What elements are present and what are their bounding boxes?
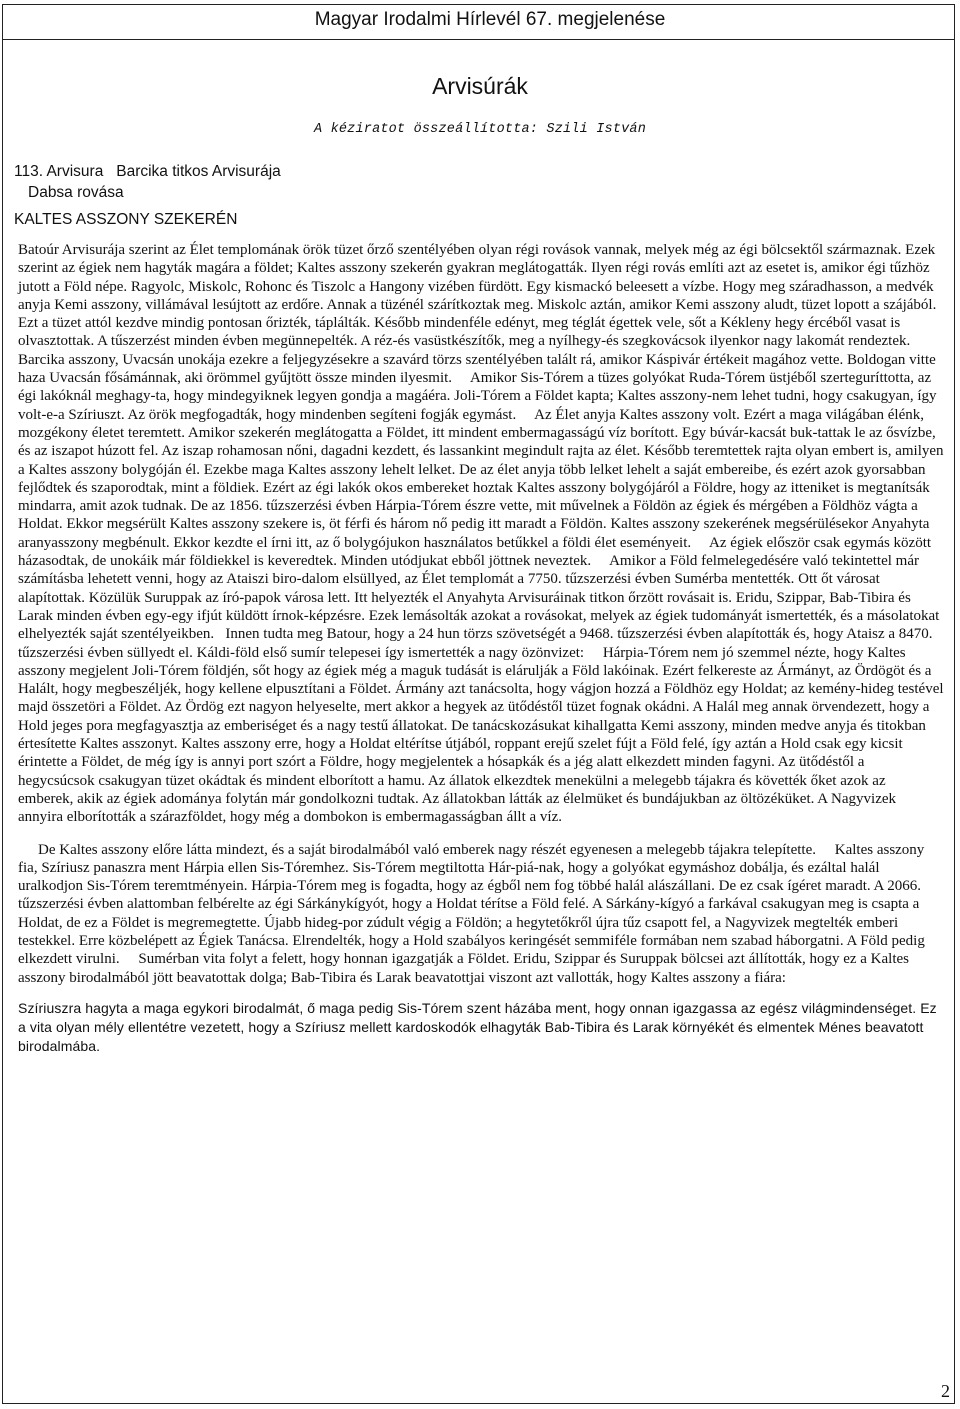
article-subtitle: A kéziratot összeállította: Szili István <box>313 122 647 137</box>
entry-heading <box>14 161 281 230</box>
entry-section-title: KALTES ASSZONY SZEKERÉN <box>14 211 238 228</box>
body-paragraph-3: Szíriuszra hagyta a maga egykori birodalmát, ő maga pedig Sis-Tórem szent házába ment, hogy onnan igazgassa az egész világmindenséget. Ez a vita olyan mély ellentétre vezetett, hogy a Szíriusz mellett kardoskodók elhagyták Bab-Tibira és Larak környékét és elmentek Ménes beavatott birodalmába. <box>18 999 937 1054</box>
body-paragraph-2: De Kaltes asszony előre látta mindezt, és a saját birodalmából való emberek nagy részét egyenesen a melegebb tájakra telepítette. Kaltes asszony fia, Szíriusz panaszra ment Hárpia ellen Sis-Tóremhez. Sis-Tórem megtiltotta Hár-piá-nak, hogy a golyókat egymáshoz dobálja, és ezáltal halál uralkodjon Sis-Tórem teremtményein. Hárpia-Tórem meg is fogadta, hogy az égből nem fog többé halál alászállani. De ez csak ígéret maradt. A 2066. tűzszerzési évben alattomban felbérelte az égi Sárkánykígyót, hogy a Holdat térítse a Föld felé. A Sárkány-kígyó a farkával csakugyan meg is csapta a Holdat, de ez a Földet is megremegtette. Újabb hideg-por zúdult végig a Földön; a hegytetőkről újra tűz csapott fel, a Nagyvizek megtelték emberi testekkel. Erre közbelépett az Égiek Tanácsa. Elrendelték, hogy a Hold szabályos keringését semmiféle formában nem szabad háborgatni. A Föld pedig elkezdett virulni. Sumérban vita folyt a felett, hogy honnan igazgatják a Földet. Eridu, Szippar és Suruppak bölcsei azt állították, hogy ez a Kaltes asszony birodalmából jött beavatottak dolga; Bab-Tibira és Larak beavatottjai viszont azt vallották, hogy Kaltes asszony a fiára: <box>18 841 929 986</box>
body-paragraph-1: Batoúr Arvisurája szerint az Élet templomának örök tüzet őrző szentélyében olyan régi rovások vannak, melyek még az égi bölcsektől származnak. Ezek szerint az égiek nem hagyták magára a földet; Kaltes asszony szekerén gyakran meglátogatták. Ilyen régi rovás említi azt az esetet is, amikor égi tűzhöz jutott a Föld népe. Ragyolc, Miskolc, Rohonc és Tiszolc a Hangony vizében fürdött. Egy kismackó beleesett a vízbe. Hogy meg száradhasson, a medvék anyja Kemi asszony, villámával lesújtott az erdőre. Annak a tüzénél szárítkoztak meg. Miskolc aztán, amikor Kemi asszony aludt, tüzet lopott a szájából. Ezt a tüzet attól kezdve mindig pontosan őrizték, táplálták. Később mindenféle edényt, meg téglát égettek vele, sőt a Kékleny hegy ércéből vasat is olvasztottak. A tűszerzést minden évben megünnepelték. A réz-és vasüstkészítők, meg a nyílhegy-és szegkovácsok ilyenkor nagy lakomát rendeztek. Barcika asszony, Uvacsán unokája ezekre a feljegyzésekre a szavárd törzs szentélyében talált rá, amikor Káspivár értékeit magához vette. Boldogan vitte haza Uvacsán fősámánnak, aki örömmel gyűjtött össze minden ilyesmit. Amikor Sis-Tórem a tüzes golyókat Ruda-Tórem üstjéből szerteguríttotta, az égi lakóknál meghagy-ta, hogy mindegyiknek legyen gondja a magáéra. Joli-Tórem a Földet kapta; Kaltes asszony-nem lehet tudni, hogy csakugyan, így volt-e-a Szíriuszt. Az örök megfogadták, hogy mindenben segíteni fogják egymást. Az Élet anyja Kaltes asszony volt. Ezért a maga világában élénk, mozgékony életet teremtett. Amikor szekerén meglátogatta a Földet, itt mindent embermagasságú víz borított. Egy búvár-kacsát buk-tattak le az ősvízbe, és az iszapot húzott fel. Az iszap rohamosan nőni, dagadni kezdett, és lassankint megindult rajta az élet. Később teremtettek rajta olyan embert is, amilyen a Kaltes asszony bolygóján él. Ezekbe maga Kaltes asszony lehelt lelket. De az élet anyja több lelket lehelt a saját embereibe, és ezért azok gyorsabban fejlődtek és szaporodtak, mint a földiek. Ezért az égi lakók okos embereket hoztak Kaltes asszony bolygójáról a Földre, hogy az itteniket is megtanítsák mindarra, amit azok tudnak. De az 1856. tűzszerzési évben Hárpia-Tórem észre vette, mit művelnek a Földön az égiek és mérgében a Földhöz vágta a Holdat. Ekkor megsérült Kaltes asszony szekere is, öt férfi és három nő pedig itt maradt a Földön. Kaltes asszony szekerének megsérülésekor Anyahyta aranyasszony megbénult. Ekkor kezdte el írni itt, az ő bolygójukon használatos betűkkel a földi élet eseményeit. Az égiek először csak egymás között házasodtak, de unokáik már földiekkel is keveredtek. Minden utódjukat ebből jöttnek neveztek. Amikor a Föld felmelegedésére való tekintettel már számításba lehetett venni, hogy az Ataiszi biro-dalom elsüllyed, az Élet templomát a 7750. tűzszerzési évben Sumérba mentették. Ott őt városat alapítottak. Közülük Suruppak az író-papok városa lett. Itt helyezték el Anyahyta Arvisuráinak titkon őrzött rovásait is. Eridu, Szippar, Bab-Tibira és Larak minden évben egy-egy ifjút küldött írnok-képzésre. Ezek lemásolták azokat a rovásokat, melyek az égiek tudományát ismertették, és a másolatokat elhelyezték saját szentélyeikben. Innen tudta meg Batour, hogy a 24 hun törzs szövetségét a 9468. tűzszerzési évben alapították és, hogy Ataisz a 8470. tűzszerzési évben süllyedt el. Káldi-föld első sumír telepesei így ismertették a nagy özönvizet: Hárpia-Tórem nem jó szemmel nézte, hogy Kaltes asszony megjelent Joli-Tórem földjén, sőt hogy az égiek még a maguk tudását is elárulják a Föld lakóinak. Ezért felkereste az Ármányt, az Ördögöt és a Halált, hogy megbeszéljék, hogy kellene elpusztítani a Földet. Ármány azt tanácsolta, hogy vágjon hozzá a Földhöz egy Holdat; az kemény-hideg testével majd összetöri a Földet. Az Ördög ezt nagyon helyeselte, mert akkor a hegyek az ütődéstől tüzet fognak okádni. A Halál meg annak örvendezett, hogy a Hold jeges pora megfagyasztja az emberiséget és a nagy testű állatokat. De tanácskozásukat kihallgatta Kemi asszony, minden medve anyja és titokban értesítette Kaltes asszonyt. Kaltes asszony erre, hogy a Holdat eltérítse útjából, roppant erejű szelet fújt a Föld felé, így aztán a Hold csak egy kicsit érintette a Földet, de még így is annyi port szórt a Földre, hogy megjelentek a hósapkák és a jég alatt elkezdett minden fagyni. Az ütődéstől a hegycsúcsok csakugyan tüzet okádtak és mindent elborított a hamu. Az állatok elkezdtek menekülni a melegebb tájakra és követték őket azok az emberek, akik az égiek adománya folytán már gondolkozni tudtak. Az állatokban látták az élelmüket és bundájukban az öltözéküket. A Nagyvizek annyira elborították a szárazföldet, hogy még a dombokon is embermagasságban állt a víz. <box>18 242 948 826</box>
entry-author-line: Dabsa rovása <box>28 184 124 201</box>
newsletter-title: Magyar Irodalmi Hírlevél 67. megjelenése <box>314 9 666 30</box>
article-title: Arvisúrák <box>432 73 528 99</box>
article-body <box>18 241 948 1056</box>
entry-number-line: 113. Arvisura Barcika titkos Arvisurája <box>14 163 281 180</box>
page-number: 2 <box>941 1381 950 1401</box>
header-rule <box>3 39 955 40</box>
